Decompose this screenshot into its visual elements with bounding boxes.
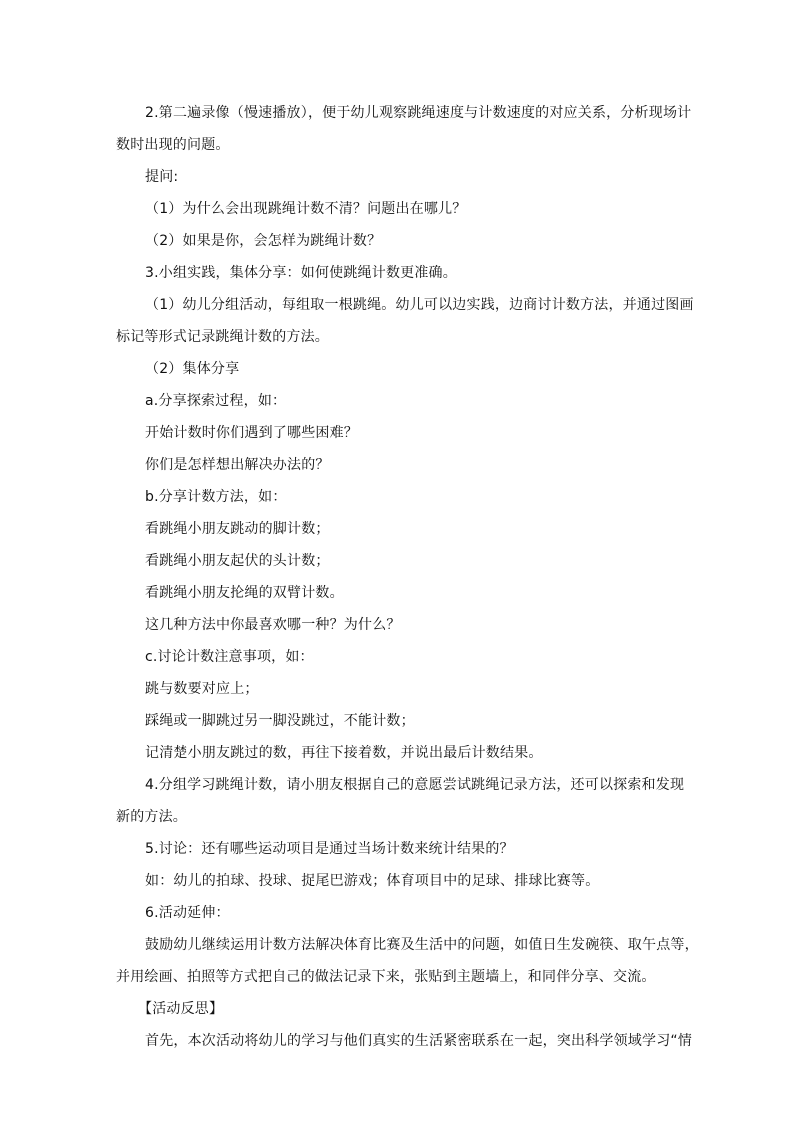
extension-line-2: 并用绘画、拍照等方式把自己的做法记录下来，张贴到主题墙上，和同伴分享、交流。 bbox=[116, 969, 656, 985]
method-feet: 看跳绳小朋友跳动的脚计数； bbox=[145, 521, 330, 537]
sports-examples: 如：幼儿的拍球、投球、捉尾巴游戏；体育项目中的足球、排球比赛等。 bbox=[145, 873, 600, 889]
extension-line-1: 鼓励幼儿继续运用计数方法解决体育比赛及生活中的问题，如值日生发碗筷、取午点等， bbox=[145, 937, 699, 953]
reflection-heading: 【活动反思】 bbox=[138, 1001, 224, 1017]
step-6-heading: 6.活动延伸： bbox=[145, 905, 230, 921]
share-method-item: b.分享计数方法，如： bbox=[145, 489, 287, 505]
note-step-on-rope: 踩绳或一脚跳过另一脚没跳过，不能计数； bbox=[145, 713, 415, 729]
question-2: （2）如果是你，会怎样为跳绳计数？ bbox=[145, 233, 382, 249]
note-match-jump-count: 跳与数要对应上； bbox=[145, 681, 259, 697]
share-process-item: a.分享探索过程，如： bbox=[145, 393, 287, 409]
difficulty-question: 开始计数时你们遇到了哪些困难？ bbox=[145, 425, 358, 441]
favorite-method-question: 这几种方法中你最喜欢哪一种？为什么？ bbox=[145, 617, 401, 633]
solution-question: 你们是怎样想出解决办法的？ bbox=[145, 457, 330, 473]
collective-share-heading: （2）集体分享 bbox=[145, 361, 240, 377]
step-4-line-2: 新的方法。 bbox=[116, 809, 187, 825]
group-activity-line-2: 标记等形式记录跳绳计数的方法。 bbox=[116, 329, 329, 345]
counting-notes-item: c.讨论计数注意事项，如： bbox=[145, 649, 314, 665]
step-3-heading: 3.小组实践，集体分享：如何使跳绳计数更准确。 bbox=[145, 265, 457, 281]
method-arms: 看跳绳小朋友抡绳的双臂计数。 bbox=[145, 585, 344, 601]
paragraph-step-2-line-1: 2.第二遍录像（慢速播放），便于幼儿观察跳绳速度与计数速度的对应关系，分析现场计 bbox=[145, 105, 692, 121]
question-1: （1）为什么会出现跳绳计数不清？问题出在哪儿？ bbox=[145, 201, 467, 217]
reflection-first-line: 首先，本次活动将幼儿的学习与他们真实的生活紧密联系在一起，突出科学领域学习“情 bbox=[145, 1033, 693, 1049]
step-5-discussion: 5.讨论：还有哪些运动项目是通过当场计数来统计结果的？ bbox=[145, 841, 514, 857]
method-head: 看跳绳小朋友起伏的头计数； bbox=[145, 553, 330, 569]
paragraph-step-2-line-2: 数时出现的问题。 bbox=[116, 137, 230, 153]
note-remember-count: 记清楚小朋友跳过的数，再往下接着数，并说出最后计数结果。 bbox=[145, 745, 543, 761]
question-heading: 提问: bbox=[145, 169, 179, 185]
step-4-line-1: 4.分组学习跳绳计数，请小朋友根据自己的意愿尝试跳绳记录方法，还可以探索和发现 bbox=[145, 777, 685, 793]
group-activity-line-1: （1）幼儿分组活动，每组取一根跳绳。幼儿可以边实践，边商讨计数方法，并通过图画 bbox=[145, 297, 694, 313]
